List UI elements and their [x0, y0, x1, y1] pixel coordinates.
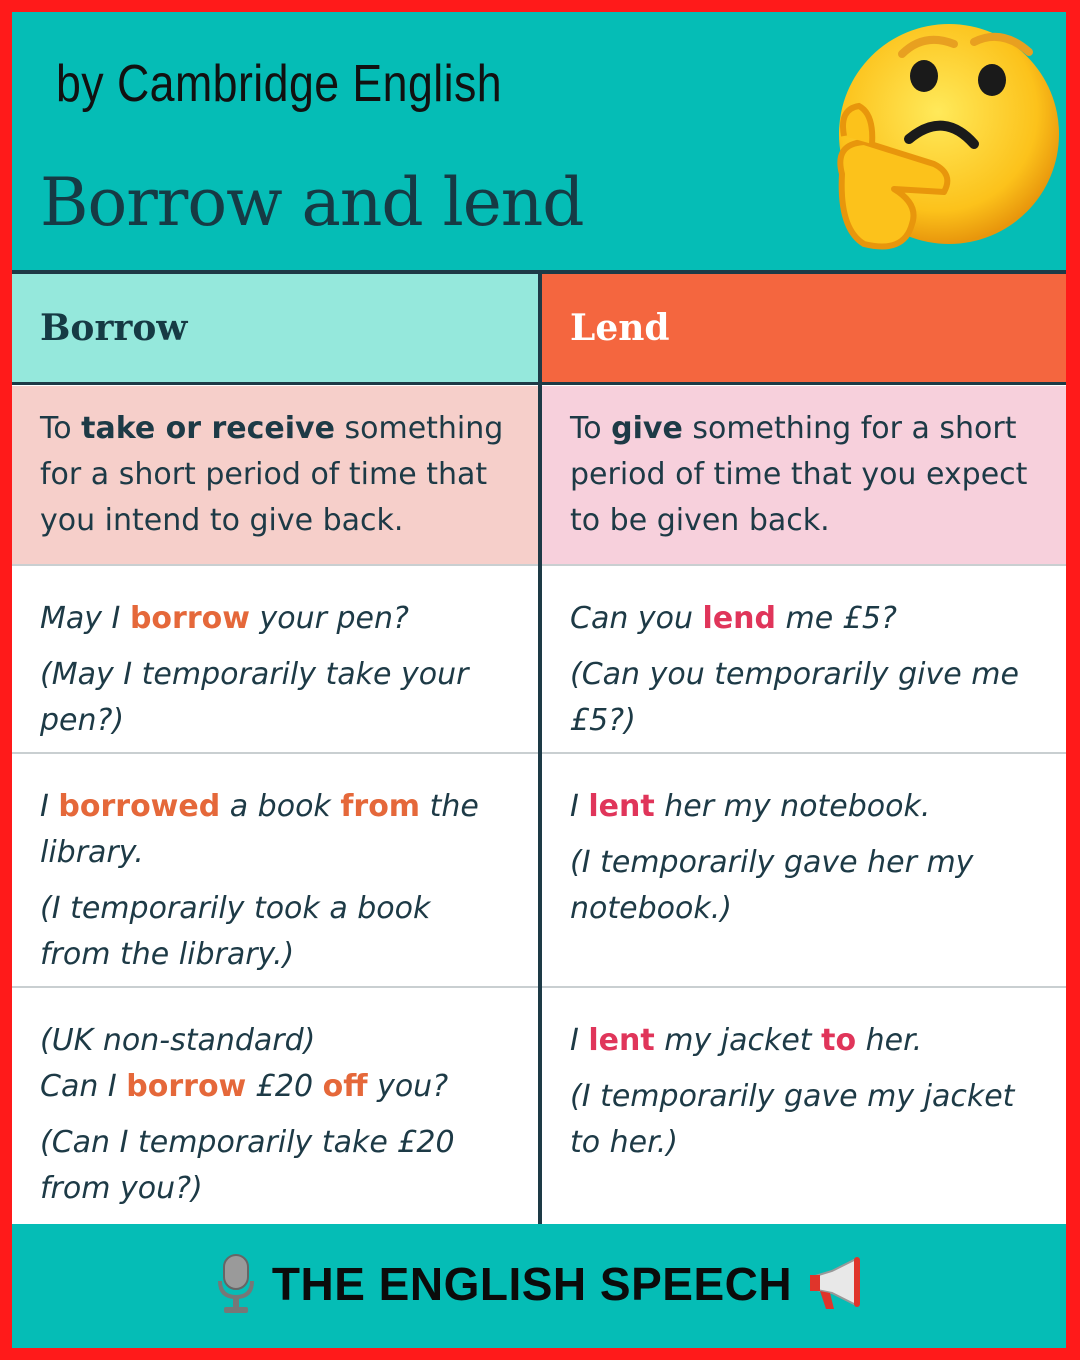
borrow-definition: To take or receive something for a short period of time that you intend to give back. — [12, 386, 538, 564]
footer-banner — [12, 1220, 1066, 1348]
brand-label: by Cambridge English — [56, 55, 503, 113]
lend-definition: To give something for a short period of time that you expect to be given back. — [542, 386, 1066, 564]
footer-text: THE ENGLISH SPEECH — [271, 1258, 793, 1310]
borrow-example-1: May I borrow your pen? (May I temporarily take your pen?) — [40, 601, 469, 738]
lend-example-2: I lent her my notebook. (I temporarily gave her my notebook.) — [570, 789, 974, 926]
column-divider — [538, 274, 542, 1224]
borrow-example-2: I borrowed a book from the library. (I temporarily took a book from the library.) — [40, 789, 479, 972]
borrow-column-header: Borrow — [12, 274, 538, 382]
infographic-card — [12, 12, 1066, 1348]
lend-example-1: Can you lend me £5? (Can you temporarily give me £5?) — [570, 601, 1019, 738]
page-title: Borrow and lend — [40, 164, 584, 241]
lend-example-3: I lent my jacket to her. (I temporarily gave my jacket to her.) — [570, 1023, 1015, 1160]
thinking-face-icon — [824, 14, 1064, 264]
megaphone-icon — [806, 1255, 864, 1313]
comparison-table — [12, 270, 1066, 1224]
microphone-icon — [214, 1253, 258, 1315]
lend-column-header: Lend — [542, 274, 1066, 382]
borrow-example-3: (UK non-standard) Can I borrow £20 off you? (Can I temporarily take £20 from you?) — [40, 1023, 455, 1206]
